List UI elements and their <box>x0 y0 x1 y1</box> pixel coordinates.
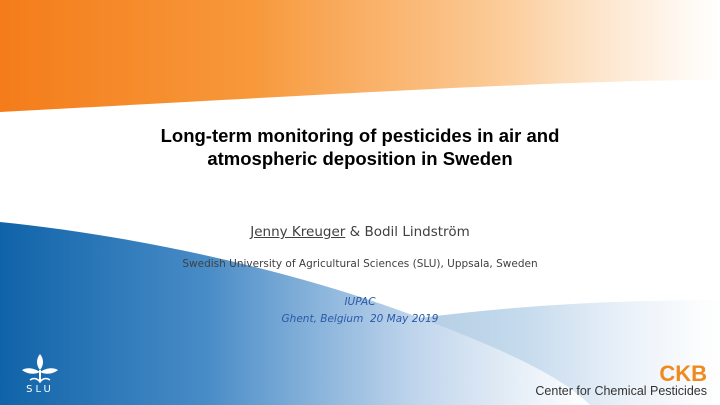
authors-line <box>110 224 610 240</box>
slu-leaf-icon <box>18 352 62 384</box>
slide-title: Long-term monitoring of pesticides in air and atmospheric deposition in Sweden <box>160 125 560 169</box>
ckb-mark: CKB <box>659 361 707 386</box>
author-separator: & <box>345 224 365 240</box>
event-location-date: Ghent, Belgium 20 May 2019 <box>281 313 439 325</box>
event-name: IUPAC <box>344 296 376 308</box>
coauthor-name: Bodil Lindström <box>364 224 470 240</box>
slu-wordmark: SLU <box>26 384 54 395</box>
presenter-name: Jenny Kreuger <box>250 224 346 240</box>
ckb-name: Center for Chemical Pesticides <box>535 384 707 398</box>
ckb-logo <box>500 355 715 401</box>
event-info <box>210 294 510 328</box>
affiliation: Swedish University of Agricultural Sciences (SLU), Uppsala, Sweden <box>182 258 538 270</box>
slu-logo <box>18 352 62 400</box>
